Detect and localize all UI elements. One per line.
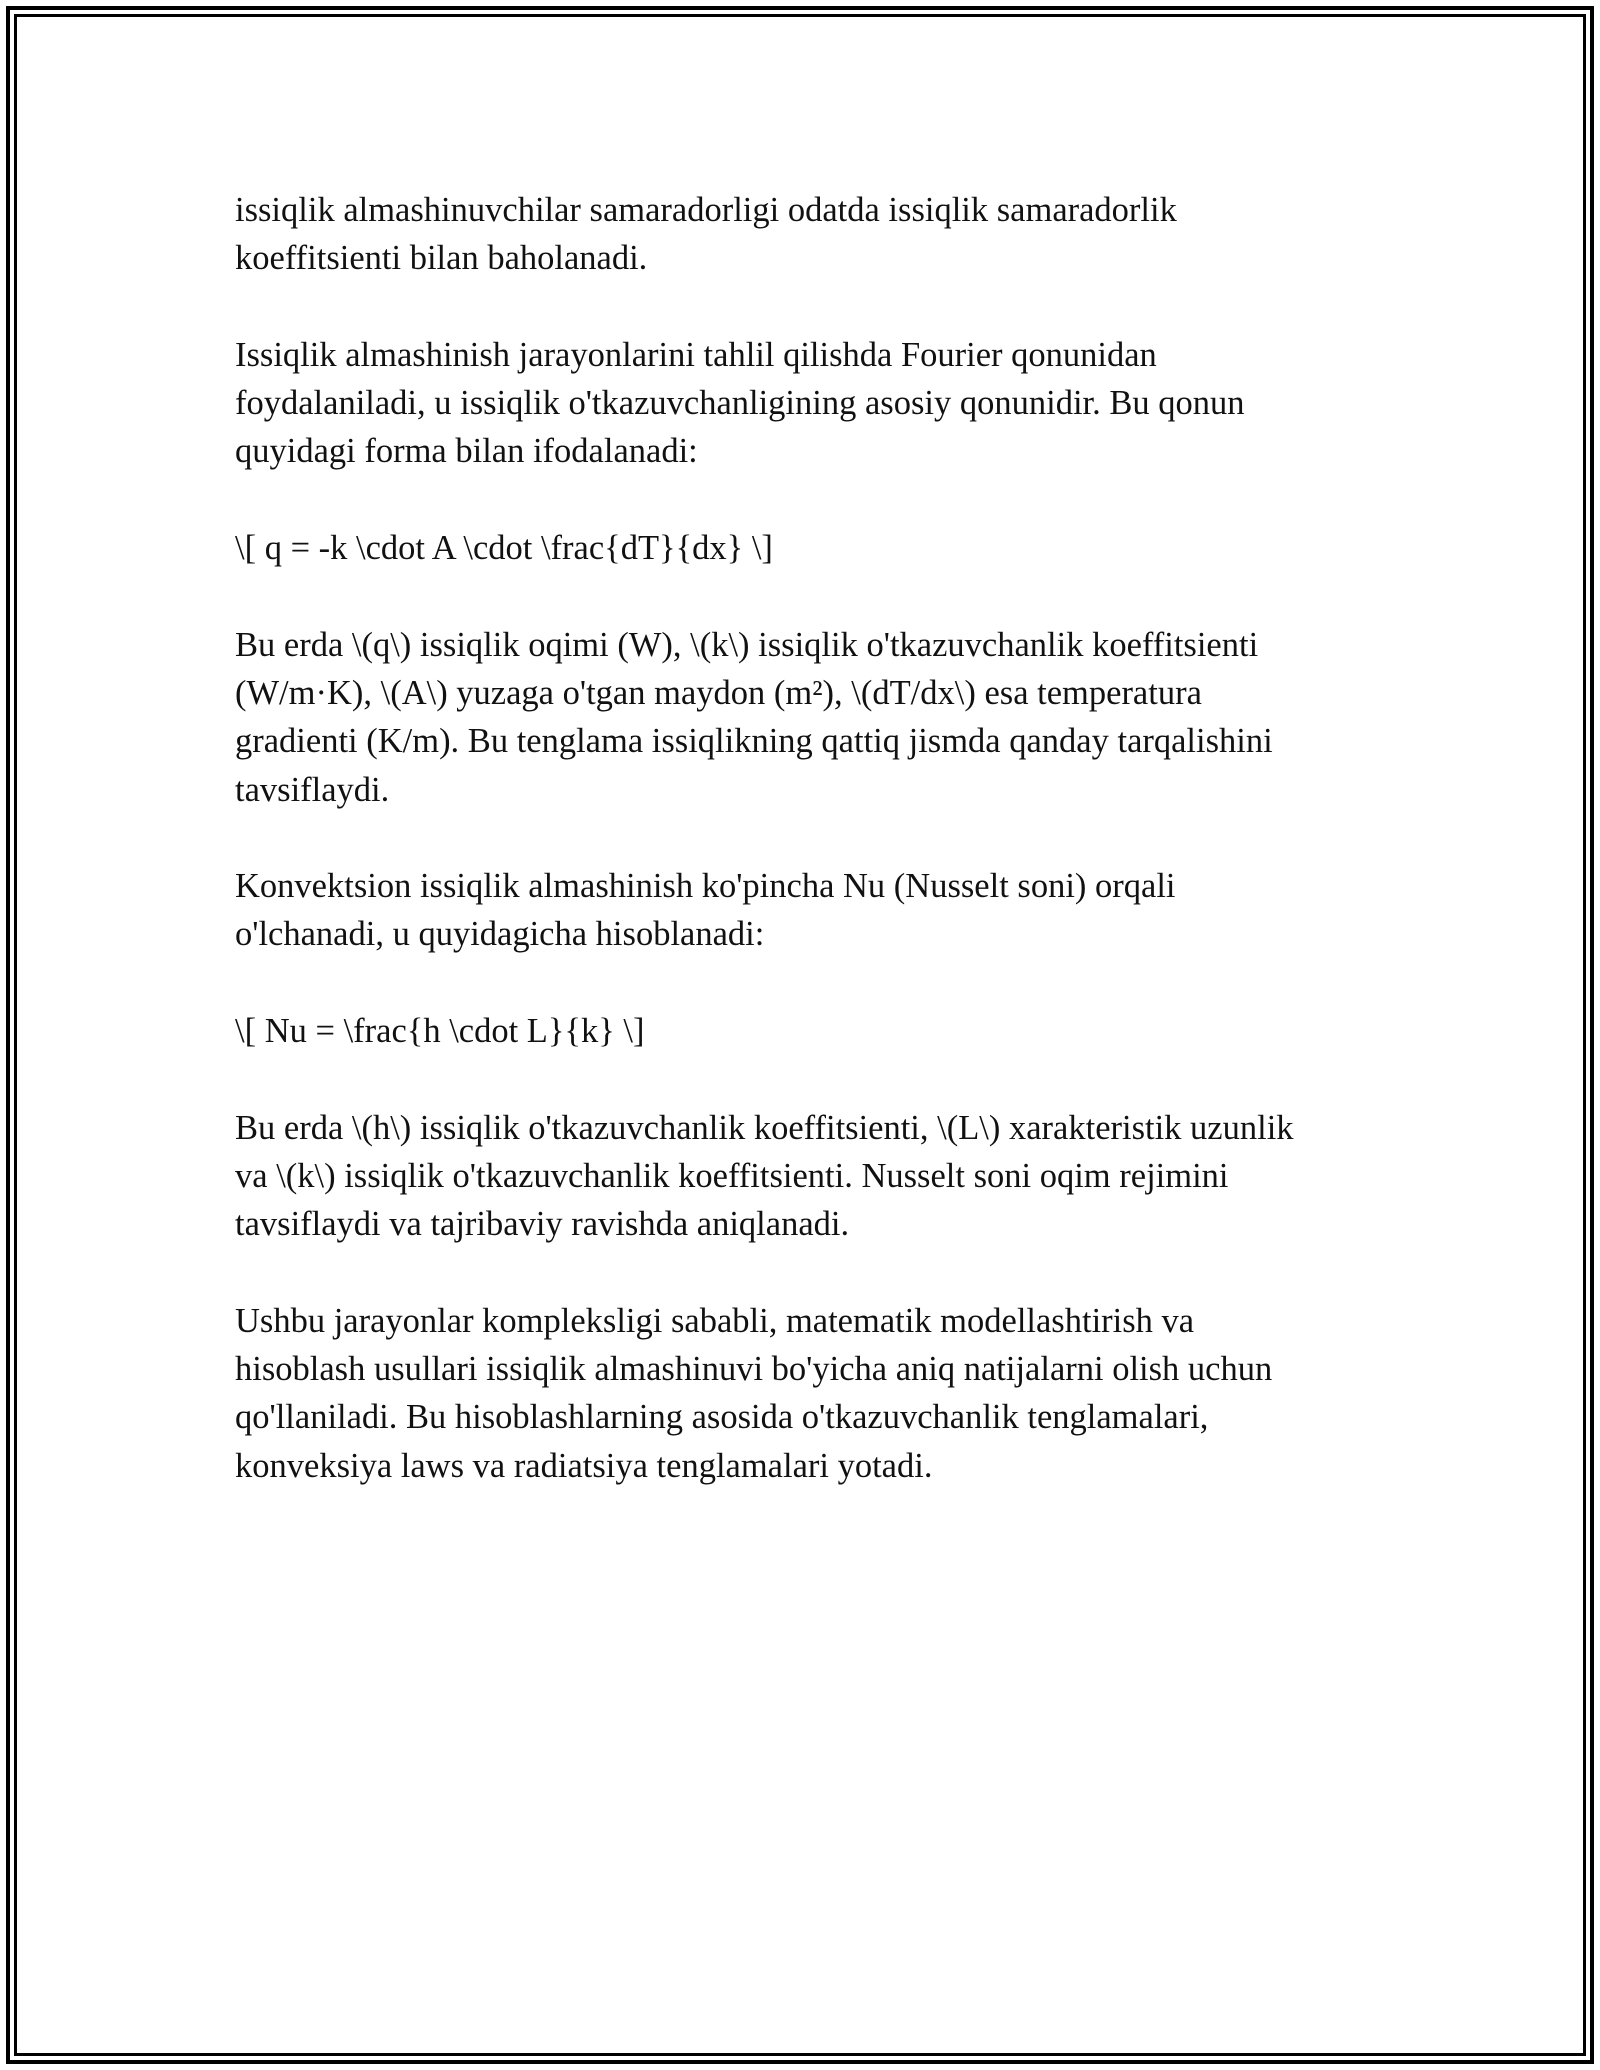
paragraph-fourier-intro: Issiqlik almashinish jarayonlarini tahlil qilishda Fourier qonunidan foydalaniladi, u issiqlik o'tkazuvchanligining asosiy qonunidir. Bu qonun quyidagi forma bilan ifodalanadi: <box>235 335 1245 471</box>
paragraph-modeling: Ushbu jarayonlar kompleksligi sababli, matematik modellashtirish va hisoblash usullari issiqlik almashinuvi bo'yicha aniq natijalarni olish uchun qo'llaniladi. Bu hisoblashlarning asosida o'tkazuvchanlik tenglamalari, konveksiya laws va radiatsiya tenglamalari yotadi. <box>235 1301 1273 1485</box>
equation-nusselt: \[ Nu = \frac{h \cdot L}{k} \] <box>235 1012 645 1051</box>
paragraph-fourier-terms: Bu erda \(q\) issiqlik oqimi (W), \(k\) issiqlik o'tkazuvchanlik koeffitsienti (W/m·K), \(A\) yuzaga o'tgan maydon (m²), \(dT/dx\) esa temperatura gradienti (K/m). Bu tenglama issiqlikning qattiq jismda qanday tarqalishini tavsiflaydi. <box>235 625 1273 809</box>
paragraph-nusselt-terms: Bu erda \(h\) issiqlik o'tkazuvchanlik koeffitsienti, \(L\) xarakteristik uzunlik va \(k\) issiqlik o'tkazuvchanlik koeffitsienti. Nusselt soni oqim rejimini tavsiflaydi va tajribaviy ravishda aniqlanadi. <box>235 1108 1294 1244</box>
document-body <box>235 186 1370 1538</box>
paragraph-nusselt-intro: Konvektsion issiqlik almashinish ko'pincha Nu (Nusselt soni) orqali o'lchanadi, u quyidagicha hisoblanadi: <box>235 867 1176 954</box>
equation-fourier: \[ q = -k \cdot A \cdot \frac{dT}{dx} \] <box>235 529 773 568</box>
paragraph-efficiency: issiqlik almashinuvchilar samaradorligi odatda issiqlik samaradorlik koeffitsienti bilan baholanadi. <box>235 191 1177 278</box>
